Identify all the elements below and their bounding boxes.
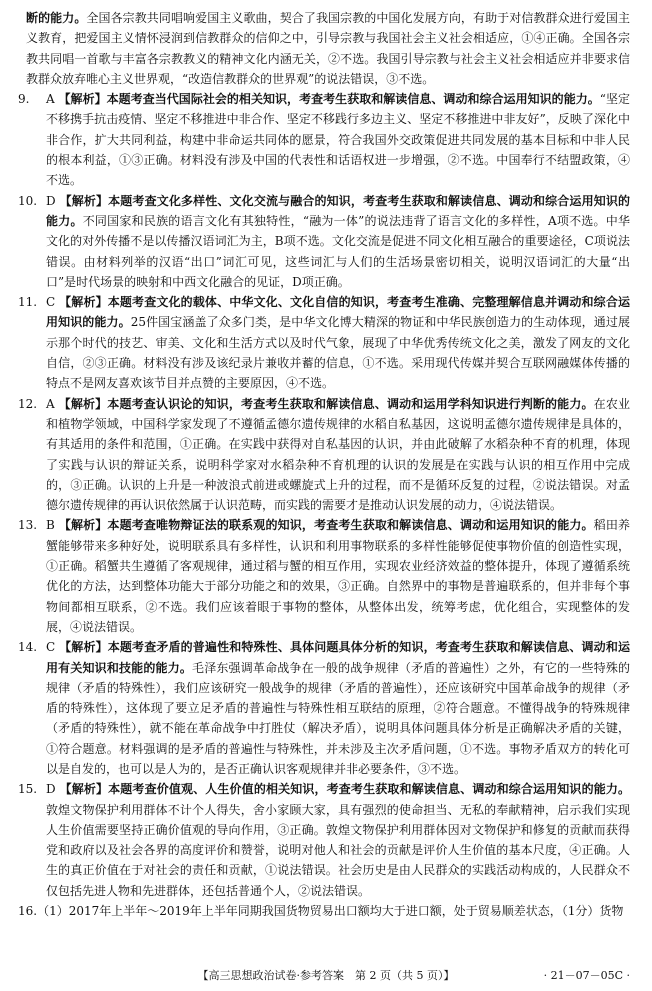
answer-letter: D bbox=[46, 193, 56, 208]
analysis-heading: 【解析】本题考查当代国际社会的相关知识，考查考生获取和解读信息、调动和综合运用知识的能力。 bbox=[58, 92, 600, 107]
question-number: 11. bbox=[18, 295, 38, 310]
answer-letter: C bbox=[46, 295, 56, 310]
analysis-heading: 【解析】本题考查文化的载体、中华文化、文化自信的知识，考查考生准确、完整理解信息并调动和综合运用知识的能力。 bbox=[46, 295, 630, 330]
analysis-heading: 【解析】本题考查唯物辩证法的联系观的知识，考查考生获取和解读信息、调动和运用知识的能力。 bbox=[58, 518, 594, 533]
answer-letter: A bbox=[46, 396, 55, 411]
analysis-text: 稻田养蟹能够带来多种好处，说明联系具有多样性，认识和利用事物联系的多样性能够促使事物价值的创造性实现，①正确。稻蟹共生遵循了客观规律，通过稻与蟹的相互作用，实现农业经济效益的整体提升，体现了遵循系统优化的方法，达到整体功能大于部分功能之和的效果，③正确。自然界中的事物是普遍联系的，但并非每个事物间都相互联系，②不选。我们应该着眼于事物的整体，从整体出发，统筹考虑，优化组合，实现整体的发展，④说法错误。 bbox=[46, 518, 630, 634]
question-list bbox=[18, 89, 630, 901]
question-item bbox=[18, 191, 630, 292]
question-number: 12. bbox=[18, 396, 38, 411]
answer-letter: B bbox=[46, 518, 55, 533]
intro-text: 全国各宗教共同唱响爱国主义歌曲，契合了我国宗教的中国化发展方向，有助于对信教群众进行爱国主义教育，把爱国主义情怀浸润到信教群众的信仰之中，引导宗教与我国社会主义社会相适应，①④正确。全国各宗教共同唱一首歌与丰富各宗教教义的精神文化内涵无关，②不选。我国引导宗教与社会主义社会相适应并非要求信教群众放弃唯心主义世界观，“改造信教群众的世界观”的说法错误，③不选。 bbox=[26, 11, 630, 86]
analysis-text: 在农业和植物学领域，中国科学家发现了不遵循孟德尔遗传规律的水稻自私基因，这说明孟德尔遗传规律是具体的，有其适用的条件和范围，①正确。在实践中获得对自私基因的认识，并由此破解了水稻杂种不育的机理，体现了实践与认识的辩证关系，说明科学家对水稻杂种不育机理的认识的发展是在实践与认识的相互作用中完成的，③正确。认识的上升是一种波浪式前进或螺旋式上升的过程，而不是循环反复的过程，②说法错误。对孟德尔遗传规律的再认识依然属于认识范畴，而实践的需要才是推动认识发展的动力，④说法错误。 bbox=[46, 396, 630, 513]
question-number: 10. bbox=[18, 193, 38, 208]
footer-code: · 21－07－05C · bbox=[543, 969, 630, 982]
analysis-heading: 【解析】本题考查文化多样性、文化交流与融合的知识，考查考生获取和解读信息、调动和综合运用知识的能力。 bbox=[46, 193, 630, 228]
page-footer bbox=[0, 965, 652, 985]
intro-paragraph bbox=[26, 8, 630, 89]
analysis-heading: 【解析】本题考查矛盾的普遍性和特殊性、具体问题具体分析的知识，考查考生获取和解读信息、调动和运用有关知识和技能的能力。 bbox=[46, 640, 630, 675]
analysis-heading: 【解析】本题考查认识论的知识，考查考生获取和解读信息、调动和运用学科知识进行判断的能力。 bbox=[58, 396, 594, 411]
question-item bbox=[18, 637, 630, 779]
analysis-text: 25件国宝涵盖了众多门类，是中华文化博大精深的物证和中华民族创造力的生动体现，通过展示那个时代的技艺、审美、文化和生活方式以及时代气象，展现了中华优秀传统文化之美，激发了网友的文化自信，②③正确。材料没有涉及该纪录片兼收并蓄的信息，①不选。采用现代传媒并契合互联网融媒体传播的特点不是网友喜欢该节目并点赞的主要原因，④不选。 bbox=[46, 315, 630, 391]
question-16-start: 16.（1）2017年上半年～2019年上半年同期我国货物贸易出口额均大于进口额，处于贸易顺差状态，（1分）货物 bbox=[18, 904, 624, 919]
analysis-heading: 【解析】本题考查价值观、人生价值的相关知识，考查考生获取和解读信息、调动和综合运用知识的能力。 bbox=[59, 782, 630, 797]
question-number: 9. bbox=[18, 92, 30, 107]
question-item bbox=[18, 779, 630, 901]
answer-letter: C bbox=[46, 640, 56, 655]
question-item bbox=[18, 292, 630, 393]
analysis-text: 敦煌文物保护利用群体不计个人得失，舍小家顾大家，具有强烈的使命担当、无私的奉献精神，启示我们实现人生价值需要坚持正确价值观的导向作用，③正确。敦煌文物保护利用群体因对文物保护和修复的贡献而获得党和政府以及社会各界的高度评价和赞誉，说明对他人和社会的贡献是评价人生价值的基本尺度，④正确。人生的真正价值在于对社会的责任和贡献，①说法错误。社会历史是由人民群众的实践活动构成的，人民群众不仅包括先进人物和先进群体，还包括普通个人，②说法错误。 bbox=[46, 802, 630, 898]
answer-letter: D bbox=[46, 782, 56, 797]
question-item bbox=[18, 515, 630, 637]
footer-page-info: 【高三思想政治试卷·参考答案 第 2 页（共 5 页）】 bbox=[197, 969, 455, 982]
analysis-text: 毛泽东强调革命战争在一般的战争规律（矛盾的普遍性）之外，有它的一些特殊的规律（矛盾的特殊性），我们应该研究一般战争的规律（矛盾的普遍性），还应该研究中国革命战争的规律（矛盾的特殊性），这体现了要立足矛盾的普遍性与特殊性相互联结的原理，②符合题意。不懂得战争的特殊规律（矛盾的特殊性），就不能在革命战争中打胜仗（解决矛盾），说明具体问题具体分析是正确解决矛盾的关键，①符合题意。材料强调的是矛盾的普遍性与特殊性，并未涉及主次矛盾问题，①不选。事物矛盾双方的转化可以是自发的，也可以是人为的，是否正确认识客观规律并非必要条件，③不选。 bbox=[46, 660, 630, 776]
question-item bbox=[18, 89, 630, 190]
analysis-text: “坚定不移携手抗击疫情、坚定不移推进中非合作、坚定不移践行多边主义、坚定不移推进中非友好”，反映了深化中非合作，扩大共同利益，构建中非命运共同体的愿景，符合我国外交政策促进共同发展的基本目标和中非人民的根本利益，①③正确。材料没有涉及中国的代表性和话语权进一步增强，②不选。中国奉行不结盟政策，④不选。 bbox=[46, 92, 630, 188]
question-number: 13. bbox=[18, 518, 38, 533]
intro-lead: 断的能力。 bbox=[26, 11, 87, 25]
analysis-text: 不同国家和民族的语言文化有其独特性，“融为一体”的说法违背了语言文化的多样性，A项不选。中华文化的对外传播不是以传播汉语词汇为主，B项不选。文化交流是促进不同文化相互融合的重要途径，C项说法错误。由材料列举的汉语“出口”词汇可见，这些词汇与人们的生活场景密切相关，说明汉语词汇的大量“出口”是时代场景的映射和中西文化融合的见证，D项正确。 bbox=[46, 213, 630, 289]
question-item bbox=[18, 394, 630, 516]
answer-letter: A bbox=[46, 92, 55, 107]
question-number: 14. bbox=[18, 640, 38, 655]
question-number: 15. bbox=[18, 782, 38, 797]
